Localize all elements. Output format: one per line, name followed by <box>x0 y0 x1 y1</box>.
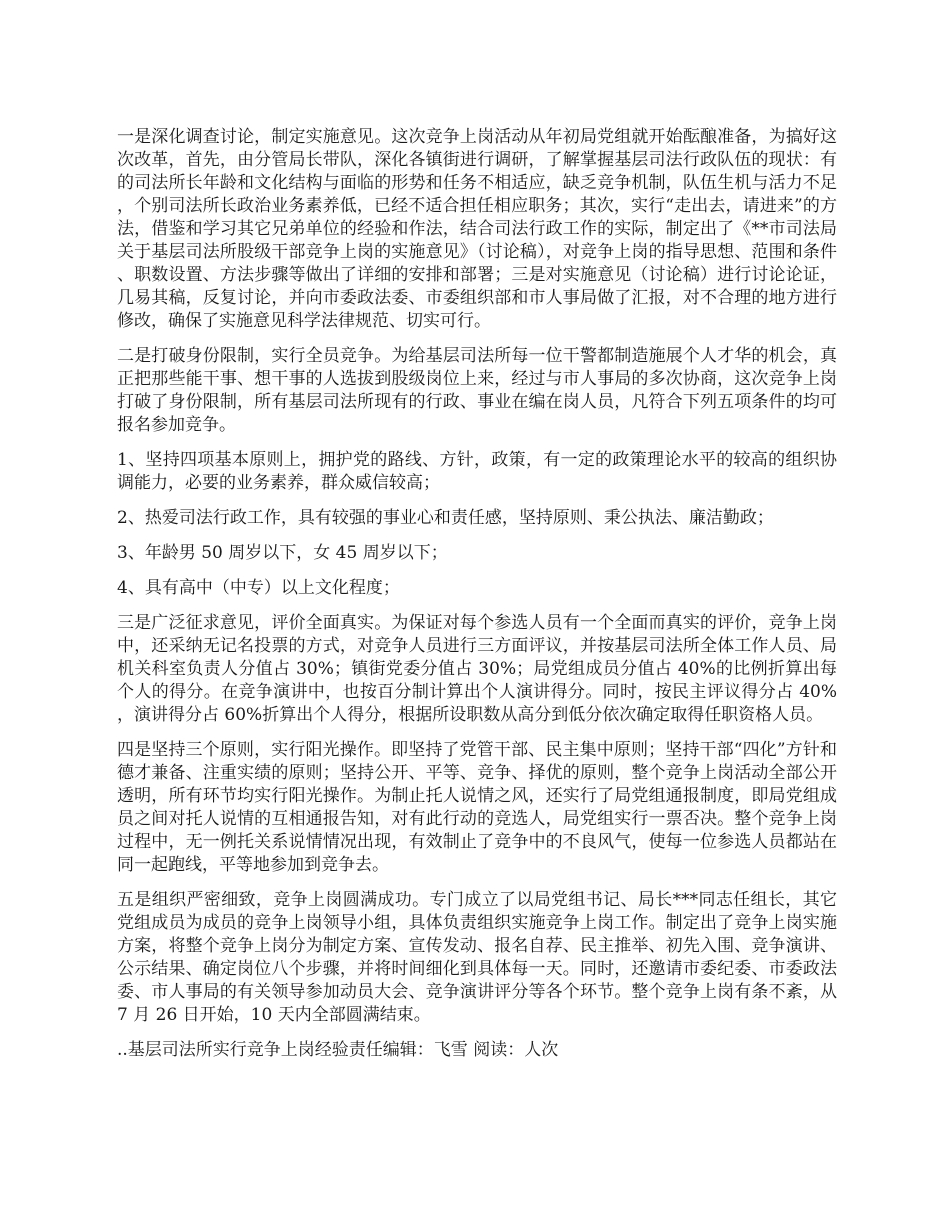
condition-item-4: 4、具有高中（中专）以上文化程度； <box>117 578 400 598</box>
paragraph-open-competition: 二是打破身份限制，实行全员竞争。为给基层司法所每一位干警都制造施展个人才华的机会，真正把那些能干事、想干事的人选拔到股级岗位上来，经过与市人事局的多次协商，这次竞争上岗打破了身份限制，所有基层司法所现有的行政、事业在编在岗人员，凡符合下列五项条件的均可报名参加竞争。 <box>117 346 837 435</box>
condition-item-2: 2、热爱司法行政工作，具有较强的事业心和责任感，坚持原则、秉公执法、廉洁勤政； <box>117 508 774 528</box>
article-footer: ..基层司法所实行竞争上岗经验责任编辑：飞雪 阅读：人次 <box>117 1040 559 1060</box>
condition-item-1: 1、坚持四项基本原则上，拥护党的路线、方针，政策，有一定的政策理论水平的较高的组织协调能力，必要的业务素养，群众威信较高； <box>117 450 837 493</box>
paragraph-evaluation: 三是广泛征求意见，评价全面真实。为保证对每个参选人员有一个全面而真实的评价，竞争上岗中，还采纳无记名投票的方式，对竞争人员进行三方面评议，并按基层司法所全体工作人员、局机关科室负责人分值占 30%；镇街党委分值占 30%；局党组成员分值占 40%的比例折算出每个人的得分。在竞争演讲中，也按百分制计算出个人演讲得分。同时，按民主评议得分占 40%，演讲得分占 60%折算出个人得分，根据所设职数从高分到低分依次确定取得任职资格人员。 <box>117 613 837 725</box>
paragraph-investigation: 一是深化调查讨论，制定实施意见。这次竞争上岗活动从年初局党组就开始酝酿准备，为搞好这次改革，首先，由分管局长带队，深化各镇街进行调研，了解掌握基层司法行政队伍的现状：有的司法所长年龄和文化结构与面临的形势和任务不相适应，缺乏竞争机制，队伍生机与活力不足，个别司法所长政治业务素养低，已经不适合担任相应职务；其次，实行“走出去，请进来”的方法，借鉴和学习其它兄弟单位的经验和作法，结合司法行政工作的实际，制定出了《**市司法局关于基层司法所股级干部竞争上岗的实施意见》（讨论稿），对竞争上岗的指导思想、范围和条件、职数设置、方法步骤等做出了详细的安排和部署；三是对实施意见（讨论稿）进行讨论论证，几易其稿，反复讨论，并向市委政法委、市委组织部和市人事局做了汇报，对不合理的地方进行修改，确保了实施意见科学法律规范、切实可行。 <box>117 127 837 331</box>
condition-item-3: 3、年龄男 50 周岁以下，女 45 周岁以下； <box>117 543 448 563</box>
paragraph-organization: 五是组织严密细致，竞争上岗圆满成功。专门成立了以局党组书记、局长***同志任组长，其它党组成员为成员的竞争上岗领导小组，具体负责组织实施竞争上岗工作。制定出了竞争上岗实施方案，将整个竞争上岗分为制定方案、宣传发动、报名自荐、民主推举、初先入围、竞争演讲、公示结果、确定岗位八个步骤，并将时间细化到具体每一天。同时，还邀请市委纪委、市委政法委、市人事局的有关领导参加动员大会、竞争演讲评分等各个环节。整个竞争上岗有条不紊，从 7 月 26 日开始，10 天内全部圆满结束。 <box>117 890 837 1025</box>
paragraph-principles: 四是坚持三个原则，实行阳光操作。即坚持了党管干部、民主集中原则；坚持干部“四化”方针和德才兼备、注重实绩的原则；坚持公开、平等、竞争、择优的原则，整个竞争上岗活动全部公开透明，所有环节均实行阳光操作。为制止托人说情之风，还实行了局党组通报制度，即局党组成员之间对托人说情的互相通报告知，对有此行动的竞选人，局党组实行一票否决。整个竞争上岗过程中，无一例托关系说情情况出现，有效制止了竞争中的不良风气，使每一位参选人员都站在同一起跑线，平等地参加到竞争去。 <box>117 740 837 875</box>
document-page <box>117 126 837 1074</box>
